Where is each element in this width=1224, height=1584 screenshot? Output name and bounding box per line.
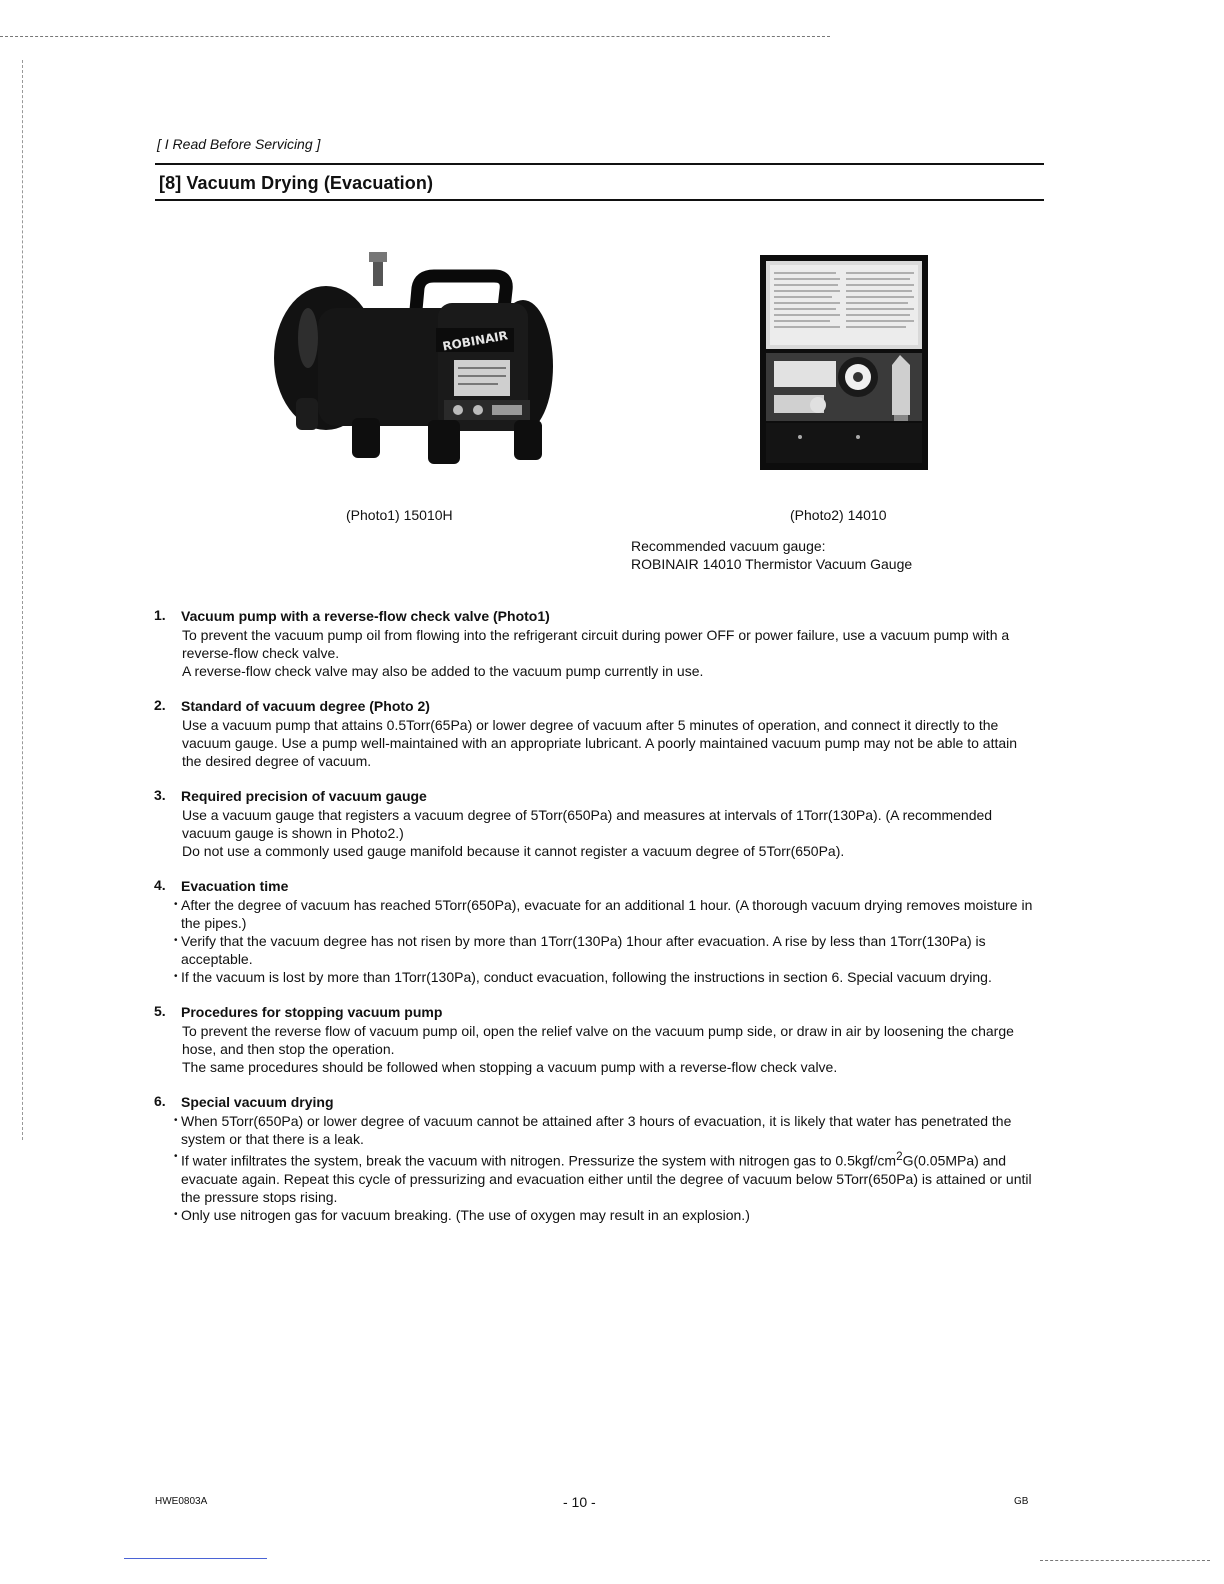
- blue-underline: [124, 1558, 267, 1559]
- bullet-point: • Only use nitrogen gas for vacuum breaking. (The use of oxygen may result in an explosion.): [174, 1206, 1040, 1224]
- pump-brand-label: ROBINAIR: [441, 328, 509, 354]
- item-number: 2.: [154, 697, 166, 713]
- numbered-items: [150, 607, 1040, 1241]
- gauge-note-line-2: ROBINAIR 14010 Thermistor Vacuum Gauge: [631, 556, 913, 572]
- bullet-point: [174, 1148, 1040, 1206]
- list-item-6: [150, 1093, 1040, 1224]
- bullet-text: G(0.05MPa) and evacuate again. Repeat this cycle of pressurizing and evacuation either until the degree of vacuum below 5Torr(650Pa) is attained or until the pressure stops rising.: [181, 1152, 1032, 1205]
- vacuum-gauge-photo: [760, 255, 928, 470]
- list-item-4: [150, 877, 1040, 986]
- item-title: Standard of vacuum degree (Photo 2): [181, 698, 430, 714]
- item-paragraph: To prevent the vacuum pump oil from flowing into the refrigerant circuit during power OFF or power failure, use a vacuum pump with a reverse-flow check valve.: [182, 627, 1010, 661]
- item-paragraph: A reverse-flow check valve may also be added to the vacuum pump currently in use.: [182, 663, 704, 679]
- bullet-text: If water infiltrates the system, break the vacuum with nitrogen. Pressurize the system with nitrogen gas to 0.5kgf/cm: [181, 1152, 897, 1169]
- item-number: 6.: [154, 1093, 166, 1109]
- item-title: Evacuation time: [181, 878, 289, 894]
- scan-edge-dashes-top: [0, 36, 830, 37]
- item-paragraph: To prevent the reverse flow of vacuum pump oil, open the relief valve on the vacuum pump side, or draw in air by loosening the charge hose, and then stop the operation.: [182, 1023, 1014, 1057]
- vacuum-pump-photo: [268, 248, 558, 470]
- bullet-point: • When 5Torr(650Pa) or lower degree of vacuum cannot be attained after 3 hours of evacuation, it is likely that water has penetrated the system or that there is a leak.: [174, 1112, 1040, 1148]
- item-paragraph: Use a vacuum pump that attains 0.5Torr(65Pa) or lower degree of vacuum after 5 minutes of operation, and connect it directly to the vacuum gauge. Use a pump well-maintained with an appropriate lubricant. A poorly maintained vacuum pump may not be able to attain the desired degree of vacuum.: [182, 717, 1018, 769]
- item-bullets: [174, 1112, 1040, 1224]
- list-item-2: [150, 697, 1040, 770]
- item-paragraph: Use a vacuum gauge that registers a vacuum degree of 5Torr(650Pa) and measures at intervals of 1Torr(130Pa). (A recommended vacuum gauge is shown in Photo2.): [182, 807, 993, 841]
- item-title: Vacuum pump with a reverse-flow check valve (Photo1): [181, 608, 550, 624]
- scan-edge-dashes-left: [22, 60, 23, 1140]
- photo2-caption: (Photo2) 14010: [790, 507, 887, 523]
- list-item-3: [150, 787, 1040, 860]
- item-body: [182, 1022, 1040, 1076]
- footer-doc-code: HWE0803A: [155, 1496, 208, 1507]
- header-rule-bottom: [155, 199, 1044, 201]
- gauge-note-line-1: Recommended vacuum gauge:: [631, 538, 826, 554]
- item-title: Required precision of vacuum gauge: [181, 788, 427, 804]
- item-body: [182, 626, 1040, 680]
- photo1-caption: (Photo1) 15010H: [346, 507, 453, 523]
- item-body: [182, 716, 1040, 770]
- item-body: [182, 806, 1040, 860]
- bullet-point: • After the degree of vacuum has reached 5Torr(650Pa), evacuate for an additional 1 hour. (A thorough vacuum drying removes moisture in the pipes.): [174, 896, 1040, 932]
- header-rule-top: [155, 163, 1044, 165]
- scan-edge-dashes-bottom: [1040, 1560, 1210, 1561]
- breadcrumb: [ I Read Before Servicing ]: [157, 136, 321, 152]
- item-number: 1.: [154, 607, 166, 623]
- item-bullets: [174, 896, 1040, 986]
- item-paragraph: The same procedures should be followed when stopping a vacuum pump with a reverse-flow check valve.: [182, 1059, 838, 1075]
- section-title: [8] Vacuum Drying (Evacuation): [159, 173, 434, 193]
- footer-region: GB: [1014, 1496, 1029, 1507]
- item-number: 4.: [154, 877, 166, 893]
- list-item-5: [150, 1003, 1040, 1076]
- recommended-gauge-note: [631, 537, 912, 573]
- item-paragraph: Do not use a commonly used gauge manifold because it cannot register a vacuum degree of 5Torr(650Pa).: [182, 843, 845, 859]
- item-number: 5.: [154, 1003, 166, 1019]
- item-title: Procedures for stopping vacuum pump: [181, 1004, 443, 1020]
- bullet-point: • Verify that the vacuum degree has not risen by more than 1Torr(130Pa) 1hour after evacuation. A rise by less than 1Torr(130Pa) is acceptable.: [174, 932, 1040, 968]
- item-title: Special vacuum drying: [181, 1094, 334, 1110]
- list-item-1: [150, 607, 1040, 680]
- bullet-point: • If the vacuum is lost by more than 1Torr(130Pa), conduct evacuation, following the instructions in section 6. Special vacuum drying.: [174, 968, 1040, 986]
- item-number: 3.: [154, 787, 166, 803]
- superscript-exponent: 2: [896, 1150, 903, 1163]
- page-number: - 10 -: [563, 1494, 596, 1510]
